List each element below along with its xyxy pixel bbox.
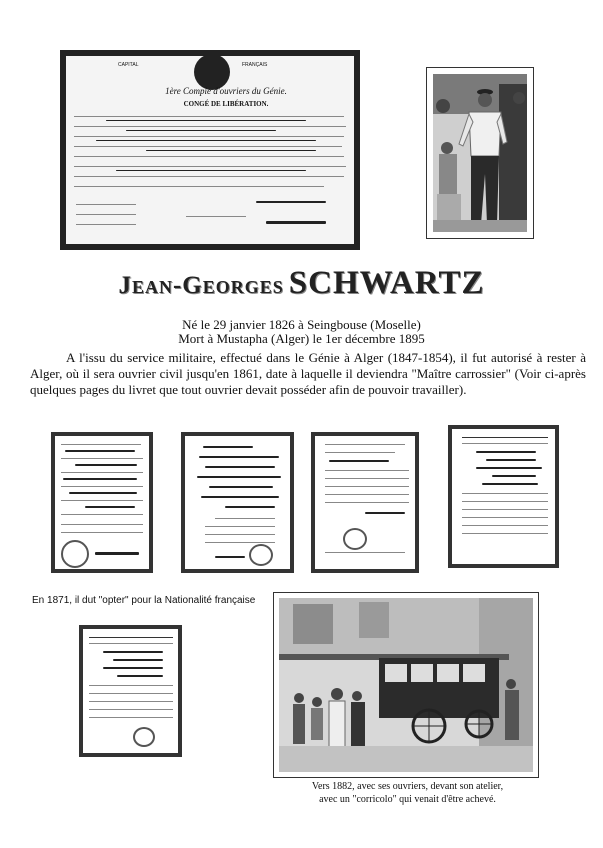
livret-page-4	[448, 425, 559, 568]
workshop-photo-image	[279, 598, 533, 772]
workshop-caption-line-1: Vers 1882, avec ses ouvriers, devant son atelier,	[311, 781, 504, 792]
livret-page-1	[51, 432, 153, 573]
discharge-certificate	[60, 50, 360, 250]
death-line: Mort à Mustapha (Alger) le 1er décembre 1895	[178, 331, 425, 346]
title-last-name: SCHWARTZ	[288, 265, 485, 301]
certificate-header-left: CAPITAL	[118, 62, 139, 68]
livret-page-3	[311, 432, 419, 573]
portrait-photo	[426, 67, 534, 239]
workshop-photo	[273, 592, 539, 778]
certificate-seal	[194, 54, 230, 90]
certificate-header-right: FRANÇAIS	[242, 62, 268, 68]
workshop-caption-line-2: avec un "corricolo" qui venait d'être achevé.	[319, 794, 496, 805]
certificate-heading: 1ère Compie d'ouvriers du Génie.	[165, 86, 287, 96]
nationality-caption: En 1871, il dut "opter" pour la Nationalité française	[32, 595, 256, 606]
portrait-photo-image	[433, 74, 527, 232]
certificate-subheading: CONGÉ DE LIBÉRATION.	[183, 100, 269, 108]
biography-paragraph: A l'issu du service militaire, effectué dans le Génie à Alger (1847-1854), il fut autorisé à rester à Alger, où il sera ouvrier civil jusqu'en 1861, date à laquelle il deviendra "Maître carrossier" (Voir ci-après quelques pages du livret que tout ouvrier devait posséder afin de pouvoir travailler).	[30, 350, 586, 397]
page-title	[0, 265, 603, 302]
nationality-option-form	[79, 625, 182, 757]
title-first-name: Jean-Georges	[118, 272, 284, 299]
birth-line: Né le 29 janvier 1826 à Seingbouse (Moselle)	[182, 317, 421, 332]
livret-page-2	[181, 432, 294, 573]
workshop-caption	[275, 780, 540, 806]
